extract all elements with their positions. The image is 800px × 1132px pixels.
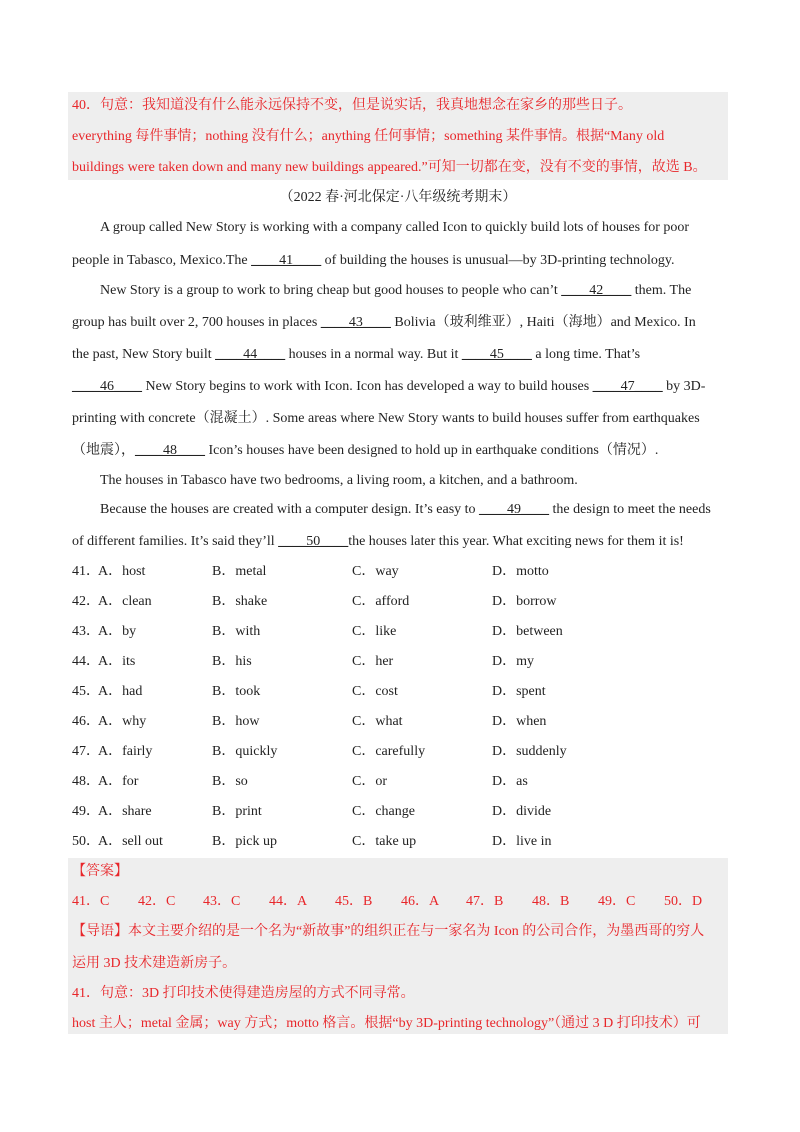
option-b: B．metal bbox=[212, 564, 267, 579]
option-c: C．way bbox=[352, 564, 399, 579]
blank-47: ____47____ bbox=[592, 379, 663, 394]
option-c: C．her bbox=[352, 654, 394, 669]
option-d: D．borrow bbox=[492, 594, 557, 609]
answer-50: 50．D bbox=[664, 894, 703, 909]
option-b: B．his bbox=[212, 654, 252, 669]
option-d: D．when bbox=[492, 714, 547, 729]
option-c: C．carefully bbox=[352, 744, 426, 759]
text: the past, New Story built bbox=[72, 347, 216, 362]
passage-p2-line-1 bbox=[100, 281, 728, 301]
question-number: 48． bbox=[72, 774, 100, 789]
option-a: A．for bbox=[98, 774, 139, 789]
blank-45: ____45____ bbox=[461, 347, 532, 362]
option-d: D．between bbox=[492, 624, 563, 639]
option-c: C．change bbox=[352, 804, 415, 819]
passage-p4-line-1 bbox=[100, 500, 728, 520]
passage-p1-line-1: A group called New Story is working with a company called Icon to quickly build lots of houses for poor bbox=[100, 220, 690, 235]
question-number: 46． bbox=[72, 714, 100, 729]
analysis-41-line-1: 41．句意：3D 打印技术使得建造房屋的方式不同寻常。 bbox=[72, 986, 415, 1001]
passage-p2-line-6 bbox=[72, 441, 728, 461]
option-b: B．so bbox=[212, 774, 248, 789]
blank-43: ____43____ bbox=[320, 315, 391, 330]
text: group has built over 2, 700 houses in places bbox=[72, 315, 321, 330]
option-a: A．had bbox=[98, 684, 143, 699]
option-d: D．as bbox=[492, 774, 528, 789]
passage-p2-line-4 bbox=[72, 377, 728, 397]
passage-p3: The houses in Tabasco have two bedrooms, a living room, a kitchen, and a bathroom. bbox=[100, 473, 578, 488]
blank-46: ____46____ bbox=[72, 379, 142, 394]
text: a long time. That’s bbox=[531, 347, 641, 362]
answer-41: 41．C bbox=[72, 894, 110, 909]
text: Bolivia（玻利维亚）, Haiti（海地）and Mexico. In bbox=[390, 315, 696, 330]
passage-p2-line-5: printing with concrete（混凝土）. Some areas where New Story wants to build houses suffer from earthquakes bbox=[72, 411, 700, 426]
text: （地震）， bbox=[72, 443, 135, 458]
question-number: 49． bbox=[72, 804, 100, 819]
answer-shade bbox=[68, 858, 728, 1034]
analysis-40-line-3: buildings were taken down and many new buildings appeared.”可知一切都在变，没有不变的事情，故选 B。 bbox=[72, 160, 707, 175]
answer-42: 42．C bbox=[138, 894, 176, 909]
blank-44: ____44____ bbox=[215, 347, 286, 362]
question-number: 41． bbox=[72, 564, 100, 579]
option-d: D．live in bbox=[492, 834, 552, 849]
question-number: 43． bbox=[72, 624, 100, 639]
guide-line-2: 运用 3D 技术建造新房子。 bbox=[72, 956, 237, 971]
option-d: D．divide bbox=[492, 804, 552, 819]
text: the houses later this year. What exciting news for them it is! bbox=[348, 534, 684, 549]
blank-49: ____49____ bbox=[479, 502, 550, 517]
text: people in Tabasco, Mexico.The bbox=[72, 253, 252, 268]
option-b: B．pick up bbox=[212, 834, 277, 849]
text: of different families. It’s said they’ll bbox=[72, 534, 279, 549]
option-c: C．what bbox=[352, 714, 403, 729]
option-d: D．suddenly bbox=[492, 744, 567, 759]
text: the design to meet the needs bbox=[549, 502, 711, 517]
analysis-40-line-2: everything 每件事情；nothing 没有什么；anything 任何事情；something 某件事情。根据“Many old bbox=[72, 129, 665, 144]
passage-p2-line-2 bbox=[72, 313, 728, 333]
option-a: A．fairly bbox=[98, 744, 153, 759]
option-a: A．its bbox=[98, 654, 136, 669]
question-number: 42． bbox=[72, 594, 100, 609]
option-a: A．sell out bbox=[98, 834, 163, 849]
answer-49: 49．C bbox=[598, 894, 636, 909]
option-d: D．motto bbox=[492, 564, 549, 579]
question-number: 47． bbox=[72, 744, 100, 759]
question-number: 44． bbox=[72, 654, 100, 669]
analysis-40-line-1: 40．句意：我知道没有什么能永远保持不变，但是说实话，我真地想念在家乡的那些日子。 bbox=[72, 98, 632, 113]
question-number: 50． bbox=[72, 834, 100, 849]
text: Because the houses are created with a computer design. It’s easy to bbox=[100, 502, 480, 517]
option-c: C．cost bbox=[352, 684, 398, 699]
option-b: B．with bbox=[212, 624, 261, 639]
option-d: D．my bbox=[492, 654, 534, 669]
option-b: B．took bbox=[212, 684, 261, 699]
option-a: A．share bbox=[98, 804, 152, 819]
answer-44: 44．A bbox=[269, 894, 308, 909]
answer-48: 48．B bbox=[532, 894, 570, 909]
passage-p2-line-3 bbox=[72, 345, 728, 365]
text: houses in a normal way. But it bbox=[285, 347, 462, 362]
option-c: C．take up bbox=[352, 834, 417, 849]
option-c: C．afford bbox=[352, 594, 410, 609]
blank-42: ____42____ bbox=[561, 283, 632, 298]
option-c: C．or bbox=[352, 774, 387, 789]
option-a: A．why bbox=[98, 714, 147, 729]
option-c: C．like bbox=[352, 624, 397, 639]
option-a: A．clean bbox=[98, 594, 152, 609]
text: them. The bbox=[631, 283, 692, 298]
option-d: D．spent bbox=[492, 684, 546, 699]
answer-45: 45．B bbox=[335, 894, 373, 909]
passage-p1-line-2 bbox=[72, 251, 728, 271]
source-line: （2022 春·河北保定·八年级统考期末） bbox=[279, 190, 517, 205]
option-a: A．host bbox=[98, 564, 146, 579]
answer-46: 46．A bbox=[401, 894, 440, 909]
option-b: B．how bbox=[212, 714, 260, 729]
text: New Story is a group to work to bring cheap but good houses to people who can’t bbox=[100, 283, 562, 298]
question-number: 45． bbox=[72, 684, 100, 699]
text: by 3D- bbox=[662, 379, 706, 394]
text: Icon’s houses have been designed to hold up in earthquake conditions（情况）. bbox=[205, 443, 659, 458]
option-a: A．by bbox=[98, 624, 137, 639]
blank-41: ____41____ bbox=[251, 253, 322, 268]
text: New Story begins to work with Icon. Icon has developed a way to build houses bbox=[142, 379, 593, 394]
text: of building the houses is unusual—by 3D-printing technology. bbox=[321, 253, 675, 268]
answer-heading: 【答案】 bbox=[72, 864, 128, 879]
option-b: B．shake bbox=[212, 594, 268, 609]
blank-50: ____50____ bbox=[278, 534, 349, 549]
guide-line-1: 【导语】本文主要介绍的是一个名为“新故事”的组织正在与一家名为 Icon 的公司合作，为墨西哥的穷人 bbox=[72, 924, 705, 939]
option-b: B．quickly bbox=[212, 744, 278, 759]
answer-47: 47．B bbox=[466, 894, 504, 909]
analysis-41-line-2: host 主人；metal 金属；way 方式；motto 格言。根据“by 3D-printing technology”（通过 3 D 打印技术）可 bbox=[72, 1016, 701, 1031]
option-b: B．print bbox=[212, 804, 262, 819]
blank-48: ____48____ bbox=[135, 443, 205, 458]
passage-p4-line-2 bbox=[72, 532, 728, 552]
answer-43: 43．C bbox=[203, 894, 241, 909]
